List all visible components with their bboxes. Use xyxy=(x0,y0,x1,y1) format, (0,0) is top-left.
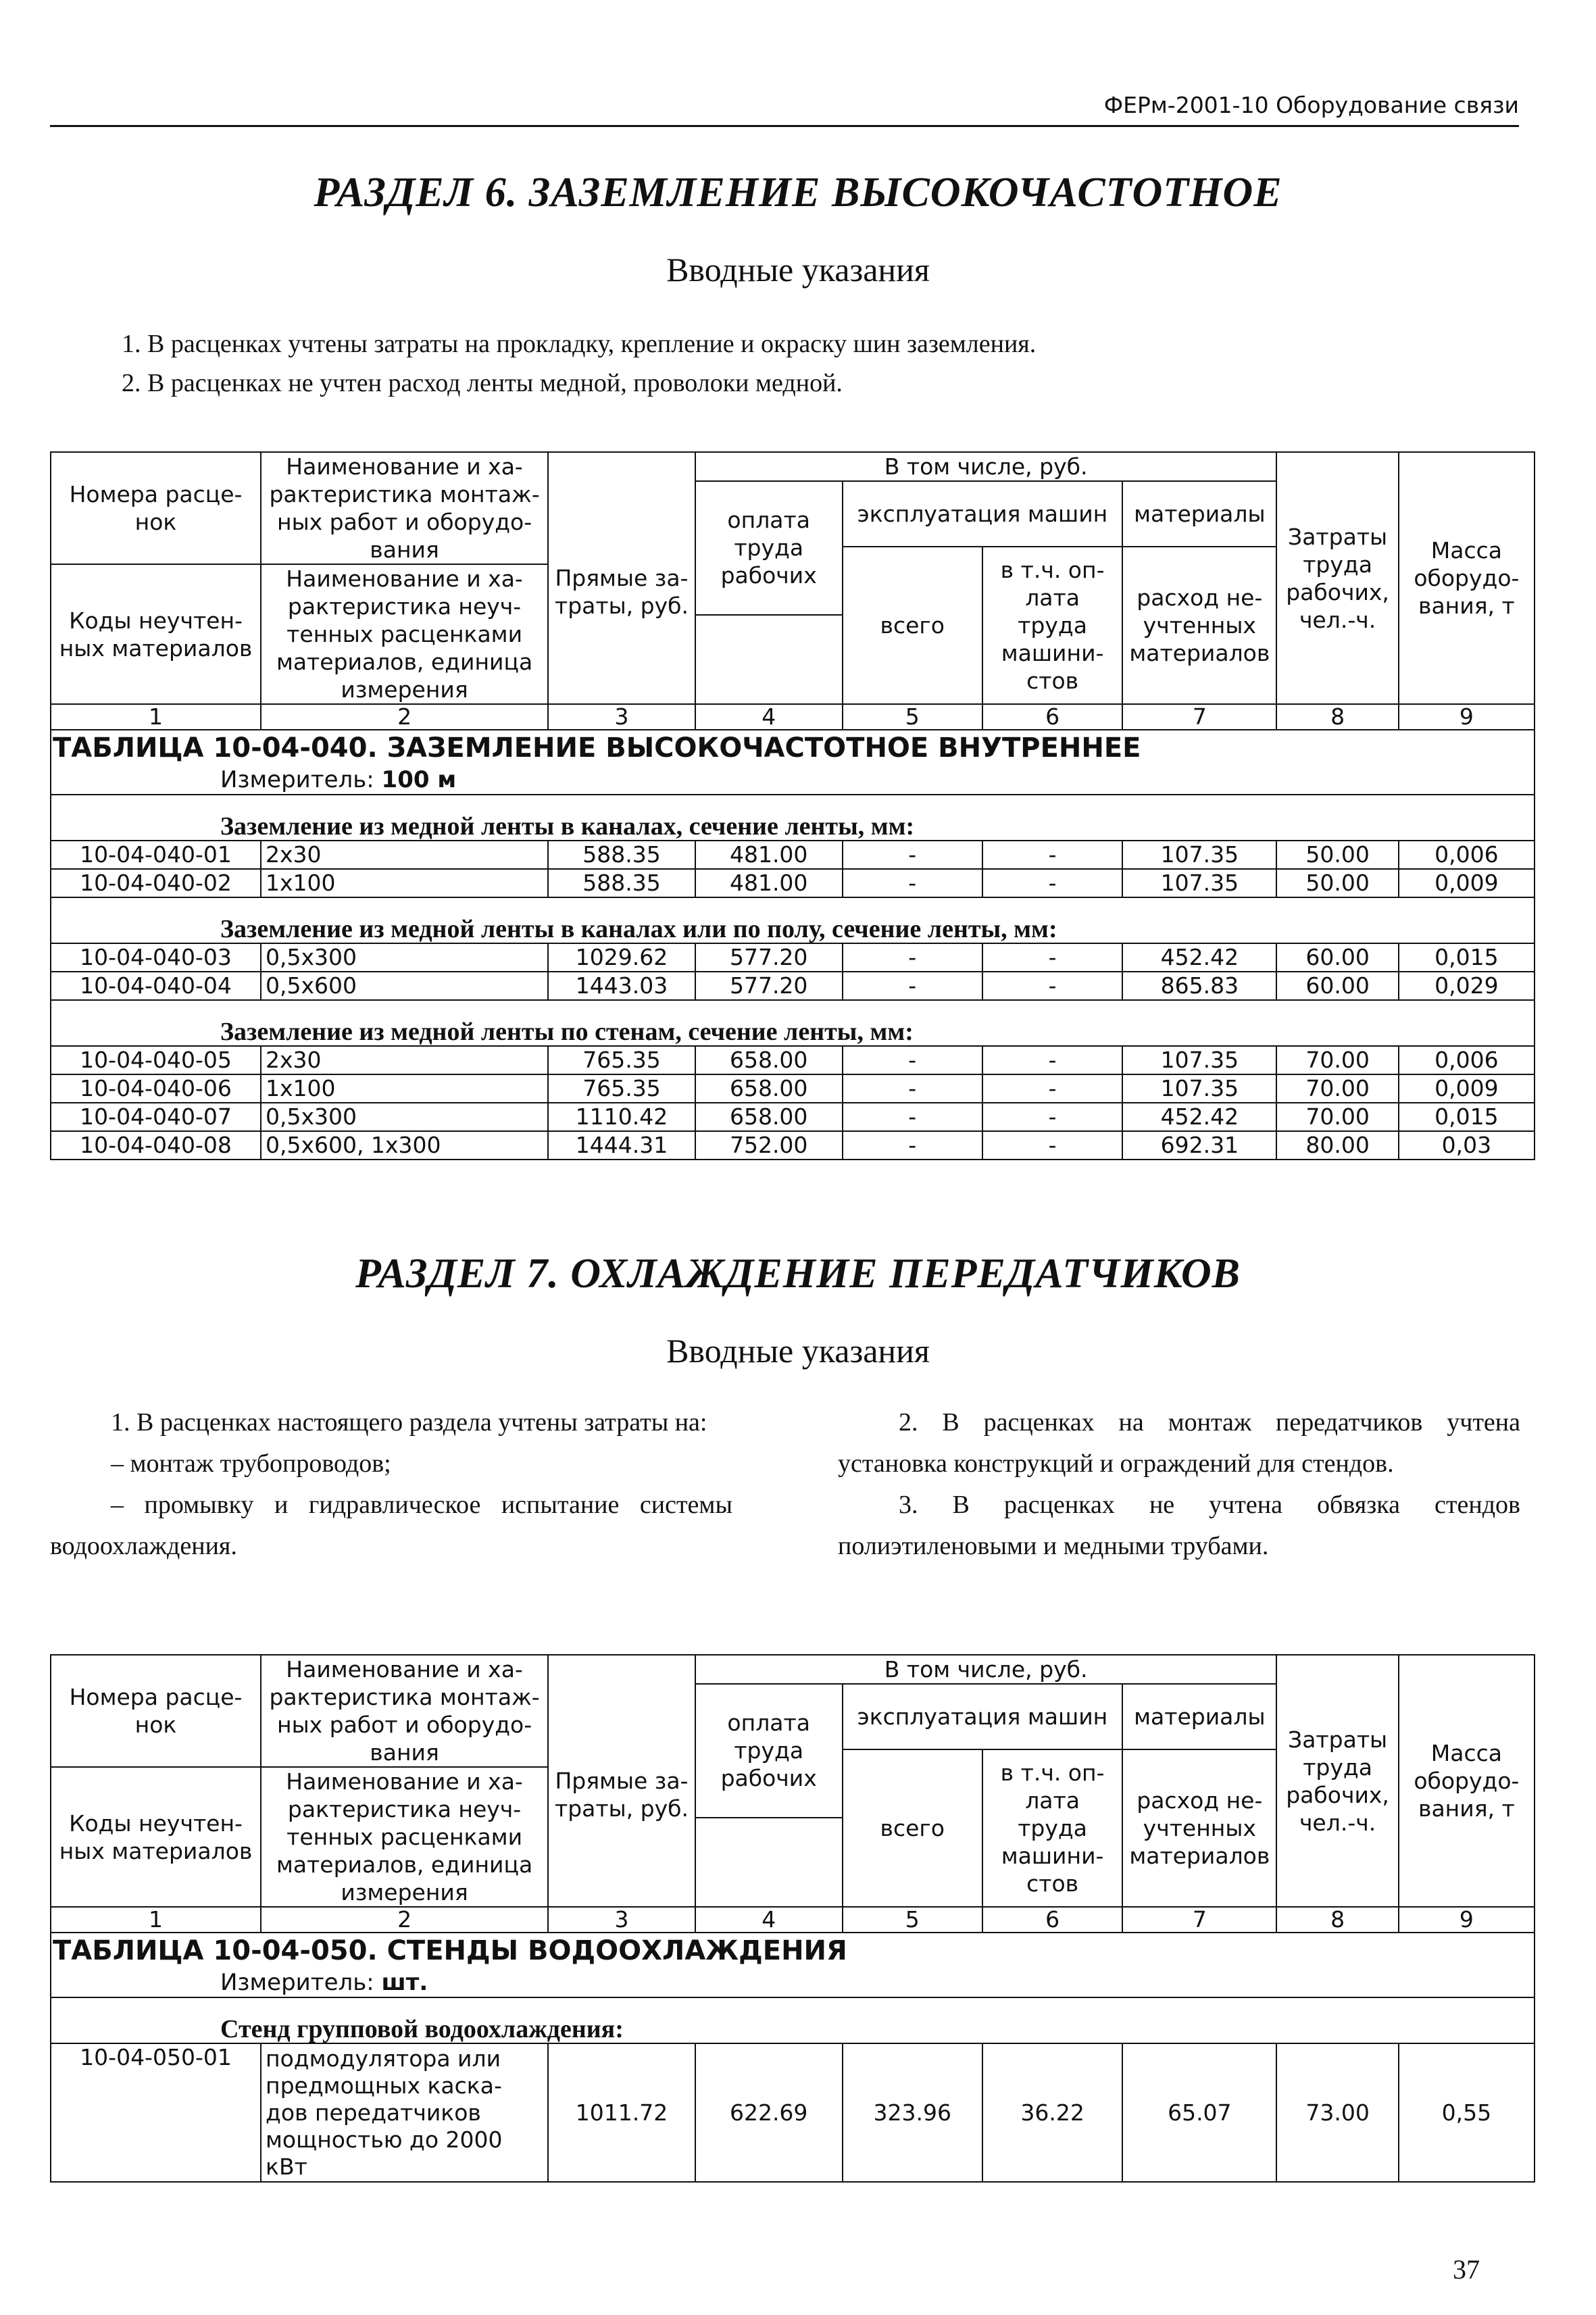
section6-subtitle: Вводные указания xyxy=(666,251,930,289)
cell-code: 10-04-040-05 xyxy=(51,1046,261,1074)
header-machinists-wages: в т.ч. оп-лата труда машини-стов xyxy=(982,547,1122,705)
cell-direct: 1029.62 xyxy=(548,943,695,972)
table-row xyxy=(51,943,1535,972)
col-num: 7 xyxy=(1122,1907,1276,1933)
header-materials: материалы xyxy=(1122,481,1276,547)
cell-code: 10-04-040-08 xyxy=(51,1131,261,1160)
cell-mass: 0,015 xyxy=(1399,943,1535,972)
cell-wages: 481.00 xyxy=(695,841,843,869)
cell-direct: 1011.72 xyxy=(548,2043,695,2182)
col-num: 8 xyxy=(1276,704,1398,730)
cell-name: 1х100 xyxy=(261,869,548,897)
table-unit xyxy=(51,1969,1535,1997)
col-num: 4 xyxy=(695,704,843,730)
cell-code: 10-04-040-03 xyxy=(51,943,261,972)
cell-labor: 50.00 xyxy=(1276,841,1398,869)
cell-machinists: - xyxy=(982,943,1122,972)
cell-mass: 0,015 xyxy=(1399,1103,1535,1131)
section6-notes xyxy=(122,324,1036,403)
cell-machinists: - xyxy=(982,1131,1122,1160)
cell-mass: 0,03 xyxy=(1399,1131,1535,1160)
table-row xyxy=(51,1131,1535,1160)
cell-wages: 622.69 xyxy=(695,2043,843,2182)
table-unit xyxy=(51,766,1535,795)
unit-value: шт. xyxy=(381,1969,428,1996)
section6-note-2: 2. В расценках не учтен расход ленты медной, проволоки медной. xyxy=(122,369,843,397)
cell-machinists: - xyxy=(982,869,1122,897)
group-title: Заземление из медной ленты по стенам, сечение ленты, мм: xyxy=(51,1000,1535,1046)
cell-direct: 588.35 xyxy=(548,841,695,869)
cell-code: 10-04-050-01 xyxy=(51,2043,261,2182)
cell-name: 2х30 xyxy=(261,841,548,869)
section6-title: РАЗДЕЛ 6. ЗАЗЕМЛЕНИЕ ВЫСОКОЧАСТОТНОЕ xyxy=(314,170,1282,216)
cell-labor: 70.00 xyxy=(1276,1103,1398,1131)
header-machines-total: всего xyxy=(843,1749,982,1908)
table-caption: ТАБЛИЦА 10-04-050. СТЕНДЫ ВОДООХЛАЖДЕНИЯ xyxy=(51,1933,1535,1969)
header-codes-bottom: Коды неучтен-ных материалов xyxy=(51,1767,261,1907)
cell-direct: 1443.03 xyxy=(548,972,695,1000)
column-numbers-row xyxy=(51,1907,1535,1933)
cell-machinists: - xyxy=(982,972,1122,1000)
cell-name: 2х30 xyxy=(261,1046,548,1074)
header-mass: Масса оборудо-вания, т xyxy=(1399,452,1535,704)
cell-direct: 1110.42 xyxy=(548,1103,695,1131)
cell-name: 1х100 xyxy=(261,1074,548,1103)
cell-code: 10-04-040-02 xyxy=(51,869,261,897)
table-row xyxy=(51,841,1535,869)
table-caption: ТАБЛИЦА 10-04-040. ЗАЗЕМЛЕНИЕ ВЫСОКОЧАСТОТНОЕ ВНУТРЕННЕЕ xyxy=(51,730,1535,766)
unit-label: Измеритель: xyxy=(220,1969,374,1996)
header-name-top: Наименование и ха-рактеристика монтаж-ных работ и оборудо-вания xyxy=(261,452,548,564)
cell-wages: 658.00 xyxy=(695,1046,843,1074)
header-unaccounted-materials: расход не-учтенных материалов xyxy=(1122,1749,1276,1908)
header-name-bottom: Наименование и ха-рактеристика неуч-тенных расценками материалов, единица измерения xyxy=(261,564,548,704)
section7-title: РАЗДЕЛ 7. ОХЛАЖДЕНИЕ ПЕРЕДАТЧИКОВ xyxy=(355,1251,1241,1297)
section7-left-p3: – промывку и гидравлическое испытание системы водоохлаждения. xyxy=(50,1491,732,1560)
cell-labor: 60.00 xyxy=(1276,943,1398,972)
cell-wages: 658.00 xyxy=(695,1103,843,1131)
cell-machinists: 36.22 xyxy=(982,2043,1122,2182)
cell-code: 10-04-040-06 xyxy=(51,1074,261,1103)
cell-labor: 80.00 xyxy=(1276,1131,1398,1160)
col-num: 8 xyxy=(1276,1907,1398,1933)
cell-mass: 0,55 xyxy=(1399,2043,1535,2182)
header-including: В том числе, руб. xyxy=(695,1655,1277,1684)
header-including: В том числе, руб. xyxy=(695,452,1277,481)
cell-machines: - xyxy=(843,972,982,1000)
col-num: 2 xyxy=(261,704,548,730)
header-wages: оплата труда рабочих xyxy=(695,481,843,615)
cell-wages: 481.00 xyxy=(695,869,843,897)
group-title: Заземление из медной ленты в каналах или по полу, сечение ленты, мм: xyxy=(51,897,1535,943)
table-row xyxy=(51,1046,1535,1074)
section7-right-column xyxy=(838,1402,1520,1567)
cell-materials: 107.35 xyxy=(1122,1074,1276,1103)
section7-right-p1: 2. В расценках на монтаж передатчиков учтена установка конструкций и ограждений для стендов. xyxy=(838,1408,1520,1478)
cell-code: 10-04-040-04 xyxy=(51,972,261,1000)
col-num: 7 xyxy=(1122,704,1276,730)
section7-left-column xyxy=(50,1402,732,1567)
section7-left-p2: – монтаж трубопроводов; xyxy=(111,1449,391,1478)
page-number: 37 xyxy=(1453,2254,1480,2285)
col-num: 9 xyxy=(1399,704,1535,730)
cell-name: 0,5х300 xyxy=(261,1103,548,1131)
header-machines: эксплуатация машин xyxy=(843,1684,1123,1749)
cell-machinists: - xyxy=(982,841,1122,869)
section7-subtitle: Вводные указания xyxy=(666,1332,930,1370)
cell-machinists: - xyxy=(982,1046,1122,1074)
cell-materials: 107.35 xyxy=(1122,869,1276,897)
header-name-bottom: Наименование и ха-рактеристика неуч-тенных расценками материалов, единица измерения xyxy=(261,1767,548,1907)
cell-wages: 752.00 xyxy=(695,1131,843,1160)
cell-direct: 765.35 xyxy=(548,1046,695,1074)
header-mass: Масса оборудо-вания, т xyxy=(1399,1655,1535,1907)
cell-machines: - xyxy=(843,869,982,897)
cell-mass: 0,009 xyxy=(1399,869,1535,897)
cell-direct: 765.35 xyxy=(548,1074,695,1103)
col-num: 9 xyxy=(1399,1907,1535,1933)
cell-name: 0,5х600, 1х300 xyxy=(261,1131,548,1160)
cell-materials: 452.42 xyxy=(1122,943,1276,972)
col-num: 5 xyxy=(843,1907,982,1933)
header-machinists-wages: в т.ч. оп-лата труда машини-стов xyxy=(982,1749,1122,1908)
header-name-top: Наименование и ха-рактеристика монтаж-ных работ и оборудо-вания xyxy=(261,1655,548,1767)
cell-name: 0,5х300 xyxy=(261,943,548,972)
cell-labor: 70.00 xyxy=(1276,1046,1398,1074)
cell-mass: 0,006 xyxy=(1399,841,1535,869)
section6-note-1: 1. В расценках учтены затраты на прокладку, крепление и окраску шин заземления. xyxy=(122,330,1037,358)
section7-right-p2: 3. В расценках не учтена обвязка стендов полиэтиленовыми и медными трубами. xyxy=(838,1491,1520,1560)
cell-machines: - xyxy=(843,841,982,869)
header-machines: эксплуатация машин xyxy=(843,481,1123,547)
header-direct-costs: Прямые за-траты, руб. xyxy=(548,452,695,704)
cell-name: 0,5х600 xyxy=(261,972,548,1000)
cell-mass: 0,009 xyxy=(1399,1074,1535,1103)
col-num: 1 xyxy=(51,1907,261,1933)
header-unaccounted-materials: расход не-учтенных материалов xyxy=(1122,547,1276,705)
header-wages: оплата труда рабочих xyxy=(695,1684,843,1818)
cell-materials: 452.42 xyxy=(1122,1103,1276,1131)
header-labor: Затраты труда рабочих, чел.-ч. xyxy=(1276,452,1398,704)
cell-code: 10-04-040-07 xyxy=(51,1103,261,1131)
table-row xyxy=(51,1103,1535,1131)
cell-labor: 60.00 xyxy=(1276,972,1398,1000)
cell-labor: 50.00 xyxy=(1276,869,1398,897)
header-codes-bottom: Коды неучтен-ных материалов xyxy=(51,564,261,704)
cell-direct: 1444.31 xyxy=(548,1131,695,1160)
header-materials: материалы xyxy=(1122,1684,1276,1749)
header-codes-top: Номера расце-нок xyxy=(51,1655,261,1767)
table-row xyxy=(51,972,1535,1000)
unit-label: Измеритель: xyxy=(220,766,374,793)
cell-labor: 73.00 xyxy=(1276,2043,1398,2182)
cell-materials: 107.35 xyxy=(1122,841,1276,869)
col-num: 6 xyxy=(982,1907,1122,1933)
cell-code: 10-04-040-01 xyxy=(51,841,261,869)
cell-machines: 323.96 xyxy=(843,2043,982,2182)
cell-direct: 588.35 xyxy=(548,869,695,897)
cell-machines: - xyxy=(843,1074,982,1103)
table-row xyxy=(51,2043,1535,2182)
table-10-04-040 xyxy=(50,451,1535,1160)
header-direct-costs: Прямые за-траты, руб. xyxy=(548,1655,695,1907)
header-rule xyxy=(50,125,1519,127)
cell-machines: - xyxy=(843,1131,982,1160)
section7-left-p1: 1. В расценках настоящего раздела учтены затраты на: xyxy=(111,1408,707,1437)
cell-machines: - xyxy=(843,943,982,972)
col-num: 6 xyxy=(982,704,1122,730)
col-num: 5 xyxy=(843,704,982,730)
unit-value: 100 м xyxy=(381,766,457,793)
cell-mass: 0,006 xyxy=(1399,1046,1535,1074)
header-machines-total: всего xyxy=(843,547,982,705)
column-numbers-row xyxy=(51,704,1535,730)
cell-materials: 692.31 xyxy=(1122,1131,1276,1160)
cell-name: подмодулятора или предмощных каска-дов передатчиков мощностью до 2000 кВт xyxy=(261,2043,548,2182)
header-codes-top: Номера расце-нок xyxy=(51,452,261,564)
table-row xyxy=(51,869,1535,897)
table-row xyxy=(51,1074,1535,1103)
cell-machinists: - xyxy=(982,1074,1122,1103)
col-num: 4 xyxy=(695,1907,843,1933)
cell-machinists: - xyxy=(982,1103,1122,1131)
cell-wages: 577.20 xyxy=(695,943,843,972)
col-num: 1 xyxy=(51,704,261,730)
cell-mass: 0,029 xyxy=(1399,972,1535,1000)
cell-machines: - xyxy=(843,1046,982,1074)
cell-materials: 65.07 xyxy=(1122,2043,1276,2182)
group-title: Стенд групповой водоохлаждения: xyxy=(51,1997,1535,2043)
cell-materials: 865.83 xyxy=(1122,972,1276,1000)
cell-materials: 107.35 xyxy=(1122,1046,1276,1074)
header-labor: Затраты труда рабочих, чел.-ч. xyxy=(1276,1655,1398,1907)
group-title: Заземление из медной ленты в каналах, сечение ленты, мм: xyxy=(51,795,1535,841)
col-num: 2 xyxy=(261,1907,548,1933)
cell-machines: - xyxy=(843,1103,982,1131)
col-num: 3 xyxy=(548,1907,695,1933)
col-num: 3 xyxy=(548,704,695,730)
cell-labor: 70.00 xyxy=(1276,1074,1398,1103)
cell-wages: 577.20 xyxy=(695,972,843,1000)
table-10-04-050 xyxy=(50,1654,1535,2183)
running-header: ФЕРм-2001-10 Оборудование связи xyxy=(1103,92,1519,118)
cell-wages: 658.00 xyxy=(695,1074,843,1103)
